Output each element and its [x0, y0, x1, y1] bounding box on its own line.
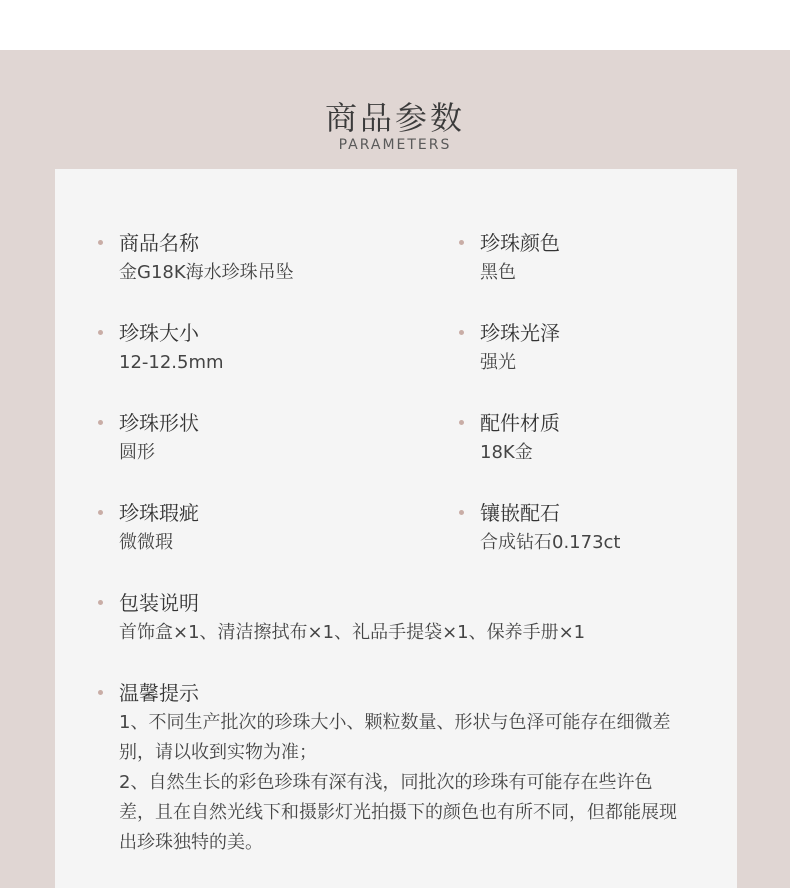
bullet-dot — [98, 240, 103, 245]
param-packaging — [119, 589, 679, 648]
param-pearl-size — [119, 319, 224, 378]
param-product-name — [119, 229, 294, 288]
bullet-dot — [98, 510, 103, 515]
param-label: 包装说明 — [119, 591, 199, 615]
bullet-dot — [459, 240, 464, 245]
bullet-dot — [459, 420, 464, 425]
param-inlay-stone — [480, 499, 620, 558]
param-label: 珍珠瑕疵 — [119, 501, 199, 525]
params-card — [55, 169, 737, 888]
param-label: 珍珠形状 — [119, 411, 199, 435]
param-value: 首饰盒×1、清洁擦拭布×1、礼品手提袋×1、保养手册×1 — [119, 622, 586, 643]
param-value: 18K金 — [480, 442, 533, 463]
param-label: 珍珠光泽 — [480, 321, 560, 345]
param-value: 金G18K海水珍珠吊坠 — [119, 262, 294, 283]
param-label: 珍珠颜色 — [480, 231, 560, 255]
param-value: 合成钻石0.173ct — [480, 532, 621, 553]
param-notice — [119, 679, 679, 858]
section-subtitle: PARAMETERS — [338, 137, 452, 153]
bullet-dot — [459, 330, 464, 335]
param-pearl-shape — [119, 409, 199, 468]
param-label: 温馨提示 — [119, 681, 199, 705]
param-label: 珍珠大小 — [119, 321, 199, 345]
notice-line-2: 2、自然生长的彩色珍珠有深有浅，同批次的珍珠有可能存在些许色差，且在自然光线下和摄影灯光拍摄下的颜色也有所不同，但都能展现出珍珠独特的美。 — [119, 772, 677, 853]
bullet-dot — [98, 330, 103, 335]
param-pearl-blemish — [119, 499, 199, 558]
notice-line-1: 1、不同生产批次的珍珠大小、颗粒数量、形状与色泽可能存在细微差别，请以收到实物为准； — [119, 712, 671, 763]
param-value: 微微瑕 — [119, 532, 173, 553]
param-label: 商品名称 — [119, 231, 199, 255]
param-label: 配件材质 — [480, 411, 560, 435]
param-value: 12-12.5mm — [119, 352, 224, 373]
param-label: 镶嵌配石 — [480, 501, 560, 525]
param-pearl-luster — [480, 319, 560, 378]
param-value: 黑色 — [480, 262, 516, 283]
bullet-dot — [459, 510, 464, 515]
section-title: 商品参数 — [324, 99, 465, 137]
bullet-dot — [98, 600, 103, 605]
bullet-dot — [98, 420, 103, 425]
param-accessory-material — [480, 409, 560, 468]
param-value: 强光 — [480, 352, 516, 373]
param-pearl-color — [480, 229, 560, 288]
bullet-dot — [98, 690, 103, 695]
param-value: 圆形 — [119, 442, 155, 463]
